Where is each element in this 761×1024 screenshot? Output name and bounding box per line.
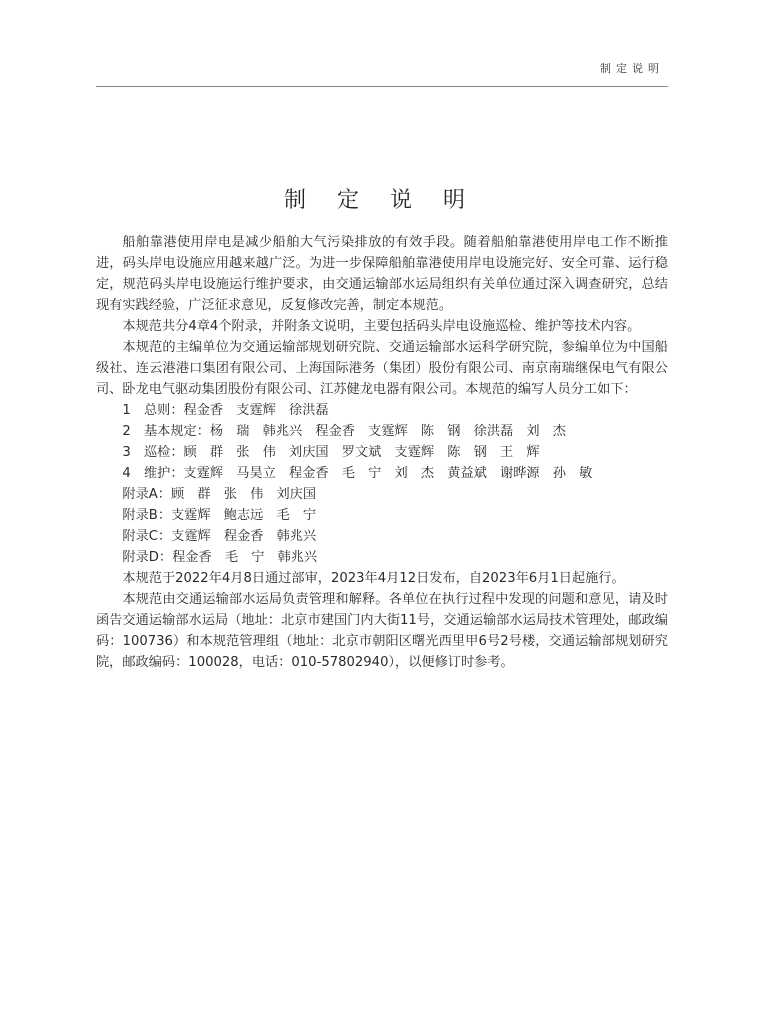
author-line: 附录A：顾 群 张 伟 刘庆国	[122, 487, 317, 502]
author-line: 附录B：支霆辉 鲍志远 毛 宁	[122, 508, 317, 523]
author-line: 2 基本规定：杨 瑞 韩兆兴 程金香 支霆辉 陈 钢 徐洪磊 刘 杰	[122, 424, 566, 439]
page-title: 制 定 说 明	[284, 188, 477, 213]
author-line: 3 巡检：顾 群 张 伟 刘庆国 罗文斌 支霆辉 陈 钢 王 辉	[122, 445, 540, 460]
paragraph-approval: 本规范于2022年4月8日通过部审，2023年4月12日发布，自2023年6月1日起施行。	[122, 571, 625, 586]
author-line: 附录D：程金香 毛 宁 韩兆兴	[122, 550, 318, 565]
author-line: 附录C：支霆辉 程金香 韩兆兴	[122, 529, 317, 544]
running-head: 制定说明	[600, 62, 664, 75]
paragraph-structure: 本规范共分4章4个附录，并附条文说明，主要包括码头岸电设施巡检、维护等技术内容。	[122, 319, 641, 334]
author-line: 1 总则：程金香 支霆辉 徐洪磊	[122, 403, 329, 418]
paragraph-purpose: 船舶靠港使用岸电是减少船舶大气污染排放的有效手段。随着船舶靠港使用岸电工作不断推进，码头岸电设施应用越来越广泛。为进一步保障船舶靠港使用岸电设施完好、安全可靠、运行稳定，规范码头岸电设施运行维护要求，由交通运输部水运局组织有关单位通过深入调查研究，总结现有实践经验，广泛征求意见，反复修改完善，制定本规范。	[96, 235, 668, 313]
paragraph-feedback: 本规范由交通运输部水运局负责管理和解释。各单位在执行过程中发现的问题和意见，请及时函告交通运输部水运局（地址：北京市建国门内大街11号，交通运输部水运局技术管理处，邮政编码：100736）和本规范管理组（地址：北京市朝阳区曙光西里甲6号2号楼，交通运输部规划研究院，邮政编码：100028，电话：010-57802940），以便修订时参考。	[96, 592, 668, 670]
paragraph-units: 本规范的主编单位为交通运输部规划研究院、交通运输部水运科学研究院，参编单位为中国船级社、连云港港口集团有限公司、上海国际港务（集团）股份有限公司、南京南瑞继保电气有限公司、卧龙电气驱动集团股份有限公司、江苏健龙电器有限公司。本规范的编写人员分工如下：	[96, 340, 668, 397]
author-line: 4 维护：支霆辉 马昊立 程金香 毛 宁 刘 杰 黄益斌 谢晔源 孙 敏	[122, 466, 593, 481]
document-body	[96, 232, 668, 673]
header-rule	[96, 86, 668, 87]
